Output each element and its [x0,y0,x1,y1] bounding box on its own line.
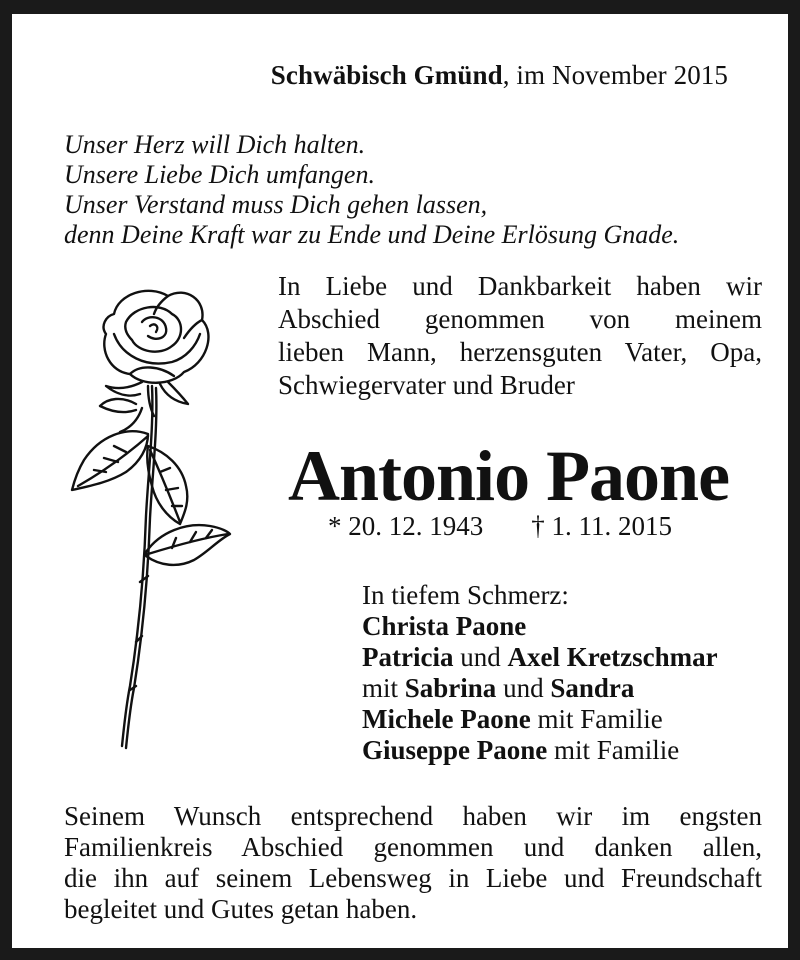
mourner-name: Sabrina [404,673,497,703]
announcement-date: , im November 2015 [502,60,728,90]
closing-line: begleitet und Gutes getan haben. [64,894,418,924]
closing-line: die ihn auf seinem Lebensweg in Liebe und Freundschaft [64,863,762,893]
poem-line: Unser Verstand muss Dich gehen lassen, [64,190,488,219]
closing-text [64,801,762,925]
poem-line: denn Deine Kraft war zu Ende und Deine Erlösung Gnade. [64,220,680,249]
place-date-line [271,60,728,91]
closing-line: Seinem Wunsch entsprechend haben wir im engsten [64,801,762,831]
mourner-line: Michele Paone mit Familie [362,704,663,734]
poem [64,130,679,250]
mourner-line [362,611,718,642]
mourner-name: Michele Paone [362,704,531,734]
poem-line: Unsere Liebe Dich umfangen. [64,160,375,189]
poem-line: Unser Herz will Dich halten. [64,130,366,159]
death-date: † 1. 11. 2015 [531,511,672,541]
closing-line: Familienkreis Abschied genommen und danken allen, [64,832,762,862]
mourner-line: mit Sabrina und Sandra [362,673,635,703]
intro-line: In Liebe und Dankbarkeit haben wir [278,271,762,301]
life-dates [328,511,672,542]
mourners-list [362,580,718,766]
intro-line: Abschied genommen von meinem [278,304,762,334]
intro-line: lieben Mann, herzensguten Vater, Opa, [278,337,762,367]
mourner-line: Giuseppe Paone mit Familie [362,735,680,765]
mourner-line: Patricia und Axel Kretzschmar [362,642,718,672]
mourners-heading: In tiefem Schmerz: [362,580,569,610]
mourner-name: Patricia [362,642,454,672]
birth-date: * 20. 12. 1943 [328,511,484,541]
mourner-name: Christa Paone [362,611,527,641]
rose-illustration-icon [56,276,236,756]
mourner-name: Giuseppe Paone [362,735,548,765]
mourner-name: Axel Kretzschmar [507,642,718,672]
deceased-name: Antonio Paone [288,436,730,516]
mourner-name: Sandra [550,673,635,703]
intro-text [278,270,762,402]
intro-line: Schwiegervater und Bruder [278,370,575,400]
place-name: Schwäbisch Gmünd [270,60,503,90]
